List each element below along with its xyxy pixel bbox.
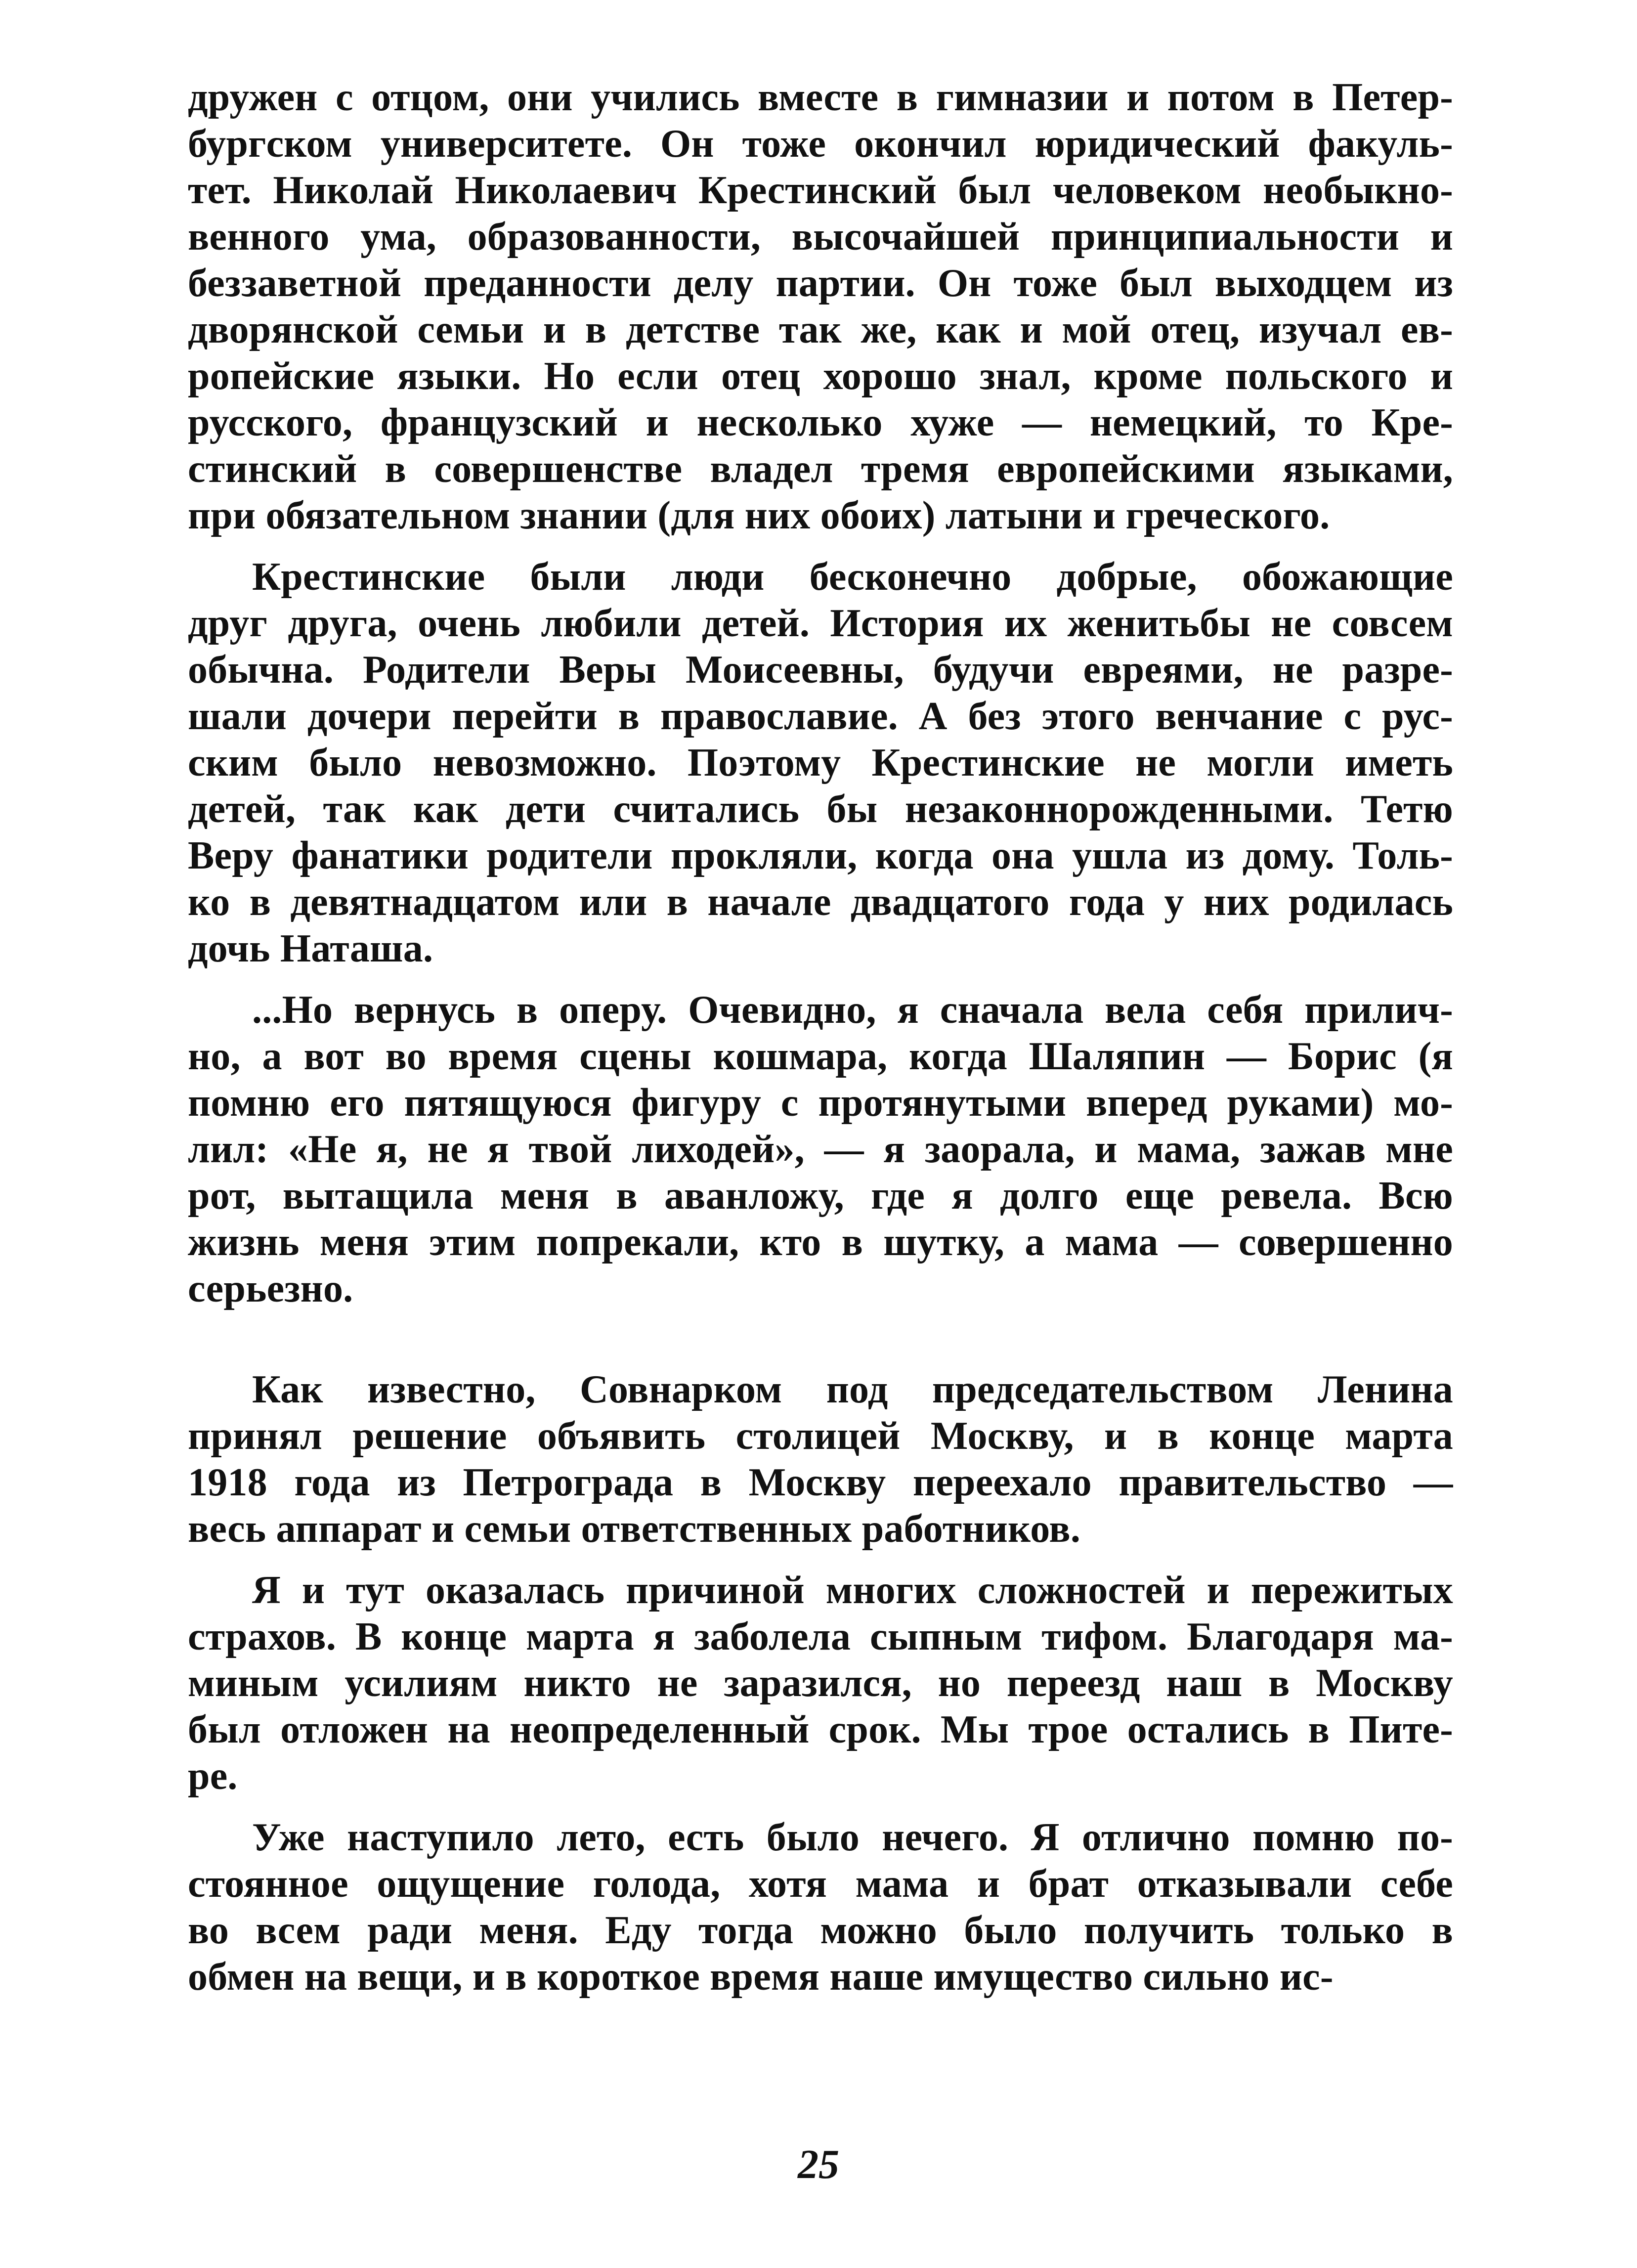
text-line: бургском университете. Он тоже окончил юридический факуль- [188,122,1453,166]
text-line: дворянской семьи и в детстве так же, как и мой отец, изучал ев- [188,308,1453,351]
text-line: Веру фанатики родители прокляли, когда она ушла из дому. Толь- [188,834,1453,877]
text-line: ским было невозможно. Поэтому Крестинские не могли иметь [188,741,1453,785]
text-line: дочь Наташа. [188,927,433,970]
text-line: при обязательном знании (для них обоих) латыни и греческого. [188,494,1330,537]
text-line: обмен на вещи, и в короткое время наше имущество сильно ис- [188,1955,1334,1999]
paragraph [188,1366,1453,1552]
text-line: ропейские языки. Но если отец хорошо знал, кроме польского и [188,354,1453,398]
text-line: венного ума, образованности, высочайшей принципиальности и [188,215,1453,259]
text-line: но, а вот во время сцены кошмара, когда Шаляпин — Борис (я [188,1035,1453,1078]
text-line: русского, французский и несколько хуже — немецкий, то Кре- [188,401,1453,444]
text-line: ...Но вернусь в оперу. Очевидно, я сначала вела себя прилич- [252,988,1453,1032]
text-line: страхов. В конце марта я заболела сыпным тифом. Благодаря ма- [188,1615,1453,1658]
text-line: друг друга, очень любили детей. История их женитьбы не совсем [188,602,1453,645]
text-line: 1918 года из Петрограда в Москву переехало правительство — [188,1461,1453,1504]
paragraph [188,987,1453,1312]
text-line: был отложен на неопределенный срок. Мы трое остались в Пите- [188,1708,1453,1751]
paragraph-gap [188,1552,1453,1567]
text-line: жизнь меня этим попрекали, кто в шутку, а мама — совершенно [188,1221,1453,1264]
text-line: миным усилиям никто не заразился, но переезд наш в Москву [188,1661,1453,1705]
text-line: детей, так как дети считались бы незаконнорожденными. Тетю [188,787,1453,831]
text-line: Как известно, Совнарком под председательством Ленина [252,1368,1453,1411]
paragraph-gap [188,539,1453,554]
text-line: серьезно. [188,1267,353,1310]
text-line: стинский в совершенстве владел тремя европейскими языками, [188,447,1453,491]
paragraph-gap [188,972,1453,987]
text-line: принял решение объявить столицей Москву, и в конце марта [188,1414,1453,1458]
paragraph-gap [188,1799,1453,1814]
text-line: тет. Николай Николаевич Крестинский был человеком необыкно- [188,169,1453,212]
section-break [188,1312,1453,1366]
text-line: помню его пятящуюся фигуру с протянутыми вперед руками) мо- [188,1081,1453,1125]
text-line: Крестинские были люди бесконечно добрые, обожающие [252,555,1453,599]
text-line: весь аппарат и семьи ответственных работников. [188,1507,1081,1551]
paragraph [188,554,1453,972]
text-line: во всем ради меня. Еду тогда можно было получить только в [188,1909,1453,1952]
text-line: Я и тут оказалась причиной многих сложностей и пережитых [252,1569,1453,1612]
text-line: Уже наступило лето, есть было нечего. Я отлично помню по- [252,1816,1453,1859]
text-line: рот, вытащила меня в аванложу, где я долго еще ревела. Всю [188,1174,1453,1218]
text-line: ре. [188,1754,238,1798]
paragraph [188,74,1453,539]
paragraph [188,1814,1453,2000]
text-line: стоянное ощущение голода, хотя мама и брат отказывали себе [188,1862,1453,1906]
body-text [188,74,1453,2000]
text-line: шали дочери перейти в православие. А без этого венчание с рус- [188,695,1453,738]
text-line: обычна. Родители Веры Моисеевны, будучи евреями, не разре- [188,648,1453,692]
text-line: дружен с отцом, они учились вместе в гимназии и потом в Петер- [188,76,1453,119]
text-line: ко в девятнадцатом или в начале двадцатого года у них родилась [188,880,1453,924]
page-number: 25 [798,2141,839,2187]
text-line: беззаветной преданности делу партии. Он тоже был выходцем из [188,262,1453,305]
paragraph [188,1567,1453,1799]
text-line: лил: «Не я, не я твой лиходей», — я заорала, и мама, зажав мне [188,1128,1453,1171]
